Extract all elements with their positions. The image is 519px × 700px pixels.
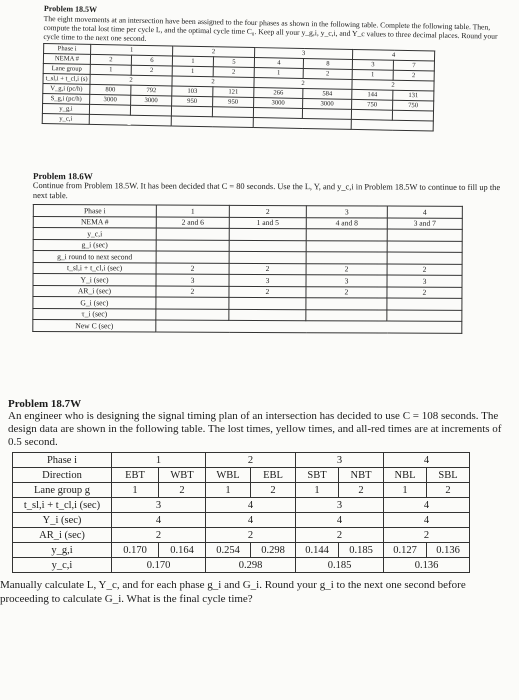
table-cell: 2 [159,483,206,498]
table-cell: 1 [112,483,159,498]
table-cell [306,309,387,321]
table-cell: 3 [306,206,387,218]
table-cell: 1 [156,205,229,217]
table-cell: 2 [229,205,306,217]
table-cell: 2 [90,74,172,86]
table-cell: 1 [254,68,303,79]
phase-table [42,43,435,132]
table-cell [229,309,306,321]
row-label: τ_i (sec) [33,308,156,320]
table-cell: SBT [296,468,339,483]
problem-18-5w [42,4,514,133]
table-row [13,468,470,483]
table-cell: 0.185 [296,558,384,573]
table-cell [229,228,306,240]
table-row [13,453,470,468]
table-cell: 1 [384,483,427,498]
table-cell: 131 [393,90,434,101]
table-cell: 1 [91,44,173,56]
table-cell: 3 [112,498,206,513]
table-cell: 0.170 [112,543,159,558]
row-label: y_c,i [13,558,112,573]
table-cell: NBT [339,468,384,483]
row-label: V_g,i (pc/h) [43,83,90,94]
table-cell: 2 [339,483,384,498]
table-cell: 3 [306,275,387,287]
table-cell: 1 and 5 [229,217,306,229]
problem-text: Continue from Problem 18.5W. It has been decided that C = 80 seconds. Use the L, Y, and y_c,i in Problem 18.5W to continue to fill up the next table. [32,180,501,201]
problem-text: The eight movements at an intersection have been assigned to the four phases as shown in the following table. Complete the following table. Then, compute the total lost time per cycle L, and the optimal cycle time C₀. Keep all your y_g,i, y_c,i, and Y_c values to three decimal places. Round your cycle time to the next one second. [43,13,498,43]
table-cell: 2 [303,68,352,79]
table-cell: 2 [90,54,131,65]
table-cell: 1 [172,66,213,77]
table-cell: 2 [213,67,254,78]
row-label: Lane group [43,63,90,74]
table-cell: 4 and 8 [306,217,387,229]
row-label: NEMA # [43,54,90,65]
table-cell [306,229,387,241]
table-cell [387,229,462,241]
row-label: Direction [13,468,112,483]
row-label: AR_i (sec) [33,285,156,297]
table-cell: 750 [393,100,434,111]
table-cell: 144 [352,89,393,100]
table-cell: 2 [387,264,462,276]
row-label: Y_i (sec) [13,513,112,528]
table-cell: 103 [172,86,213,97]
table-cell: 800 [90,84,131,95]
table-cell [351,119,433,131]
instruction-line: proceeding to calculate G_i. What is the final cycle time? [0,593,253,605]
table-cell [171,116,253,128]
row-label: Phase i [13,453,112,468]
table-cell: 266 [254,88,303,99]
table-cell: 4 [112,513,206,528]
problem-18-6w [32,171,513,334]
table-cell [229,240,306,252]
table-cell: 5 [213,57,254,68]
row-label: y_c,i [42,113,89,124]
table-cell: 792 [131,85,172,96]
table-cell: WBL [206,468,251,483]
table-cell [156,251,229,263]
row-label: t_sl,i + t_cl,i (sec) [13,498,112,513]
instruction-line: Manually calculate L, Y_c, and for each phase g_i and G_i. Round your g_i to the next one second before [0,579,466,591]
table-cell [156,297,229,309]
table-cell [306,240,387,252]
table-cell: 950 [172,96,213,107]
row-label: g_i (sec) [33,239,156,251]
row-label: AR_i (sec) [13,528,112,543]
table-cell: 0.127 [384,543,427,558]
table-cell [156,228,229,240]
table-cell: 6 [131,55,172,66]
table-cell: 2 [156,286,229,298]
table-row [13,558,470,573]
table-cell: 0.164 [159,543,206,558]
table-cell [156,240,229,252]
table-cell: 3 [387,275,462,287]
table-cell: 2 [384,528,470,543]
table-cell: 3000 [254,98,303,109]
row-label: y_g,i [42,103,89,114]
row-label: y_g,i [13,543,112,558]
table-cell: WBT [159,468,206,483]
problem-title: Problem 18.6W [32,171,93,182]
problem-18-7w [8,398,516,573]
table-cell: 8 [303,58,352,69]
table-cell: 0.254 [206,543,251,558]
table-cell: 2 [206,528,296,543]
table-cell: 3 [255,48,353,60]
row-label: Phase i [33,205,156,217]
table-row [13,483,470,498]
row-label: New C (sec) [33,320,156,332]
table-cell: 2 [156,263,229,275]
table-cell: 1 [172,56,213,67]
table-cell: 7 [393,60,434,71]
table-cell [156,320,462,333]
table-cell: 2 [427,483,470,498]
table-cell: EBT [112,468,159,483]
table-cell: 3000 [90,94,131,105]
table-cell [387,241,462,253]
problem-instructions [0,578,519,606]
table-cell [387,252,462,264]
table-cell: 2 and 6 [156,217,229,229]
row-label: NEMA # [33,216,156,228]
table-cell [387,298,462,310]
table-cell [229,297,306,309]
table-cell: 950 [213,97,254,108]
problem-title: Problem 18.7W [8,398,82,410]
row-label: t_sl,i + t_cl,i (sec) [33,262,156,274]
table-cell: 4 [384,453,470,468]
table-cell: 2 [393,70,434,81]
table-cell: 121 [213,87,254,98]
table-cell: 0.136 [384,558,470,573]
table-cell: 4 [384,513,470,528]
table-cell: 1 [206,483,251,498]
table-row [33,320,462,333]
table-cell: 4 [206,513,296,528]
problem-text: An engineer who is designing the signal timing plan of an intersection has decided to use C = 108 seconds. The design data are shown in the following table. The lost times, yellow times, and all-red times are at increments of 0.5 second. [8,410,502,448]
table-cell [253,118,351,130]
row-label: t_sl,i + t_cl,i (s) [43,73,90,84]
table-cell: 584 [303,88,352,99]
table-cell: 1 [296,483,339,498]
table-cell: 2 [296,528,384,543]
table-cell: 3 [156,274,229,286]
row-label: G_i (sec) [33,297,156,309]
table-cell: 0.144 [296,543,339,558]
table-cell: 2 [254,78,352,90]
table-cell: 2 [112,528,206,543]
row-label: Y_i (sec) [33,274,156,286]
table-cell: 2 [229,286,306,298]
table-cell: 0.170 [112,558,206,573]
table-cell: 3 and 7 [387,218,462,230]
table-cell: 2 [131,65,172,76]
row-label: y_c,i [33,228,156,240]
table-cell [387,310,462,322]
table-cell: 3 [296,498,384,513]
table-cell: 2 [172,76,254,88]
table-cell: 3 [352,59,393,70]
table-row [13,543,470,558]
table-cell: 1 [90,64,131,75]
table-cell: 2 [352,79,434,91]
table-cell: EBL [251,468,296,483]
table-cell: 2 [306,263,387,275]
table-cell: 3 [229,274,306,286]
table-cell: 4 [387,206,462,218]
table-cell: 2 [306,286,387,298]
table-cell: 3 [296,453,384,468]
table-cell: 2 [251,483,296,498]
table-cell [156,309,229,321]
row-label: Lane group g [13,483,112,498]
design-data-table [12,452,470,573]
timing-table [32,204,463,333]
table-cell: 2 [229,263,306,275]
table-cell [89,114,171,126]
table-cell: 0.298 [206,558,296,573]
table-cell: 3000 [131,95,172,106]
table-cell: 4 [352,49,434,61]
table-cell [306,252,387,264]
table-cell: 4 [254,58,303,69]
table-cell: 4 [296,513,384,528]
table-row [13,513,470,528]
row-label: g_i round to next second [33,251,156,263]
table-cell: 1 [352,69,393,80]
row-label: Phase i [44,44,91,55]
table-row [13,528,470,543]
table-cell [306,298,387,310]
table-cell: 4 [384,498,470,513]
table-cell: 0.298 [251,543,296,558]
table-cell: 2 [173,46,255,58]
table-cell [229,251,306,263]
table-cell: 0.185 [339,543,384,558]
table-cell: 3000 [303,98,352,109]
row-label: S_g,i (pc/h) [43,93,90,104]
table-cell: 750 [352,99,393,110]
table-cell: 2 [387,287,462,299]
table-cell: 0.136 [427,543,470,558]
problem-title: Problem 18.5W [43,4,98,15]
table-cell: 2 [206,453,296,468]
table-row [13,498,470,513]
table-cell: NBL [384,468,427,483]
table-cell: SBL [427,468,470,483]
table-cell: 4 [206,498,296,513]
table-cell: 1 [112,453,206,468]
